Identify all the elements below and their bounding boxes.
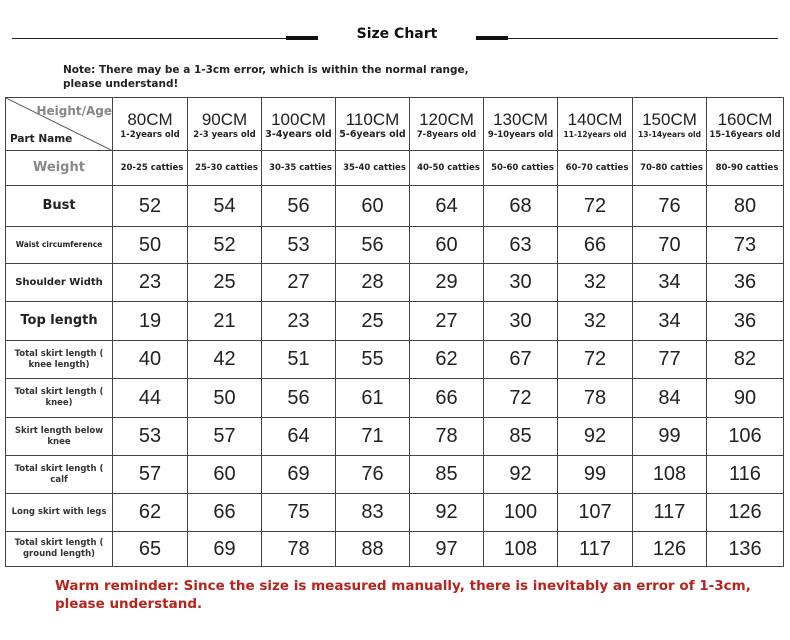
cell-value: 44 [113, 379, 188, 418]
age-label: 11-12years old [563, 129, 627, 139]
cell-value: 64 [262, 418, 336, 456]
cell-value: 85 [410, 456, 484, 494]
size-chart-table [5, 97, 784, 567]
cell-value: 56 [262, 186, 336, 227]
cell-value: 107 [558, 494, 633, 532]
title-rule-right [508, 38, 778, 39]
cell-value: 84 [633, 379, 707, 418]
cell-value: 126 [633, 532, 707, 567]
cell-value: 108 [484, 532, 558, 567]
cell-value: 21 [188, 302, 262, 341]
row-label: Shoulder Width [6, 264, 113, 302]
cell-value: 25 [336, 302, 410, 341]
row-label: Long skirt with legs [6, 494, 113, 532]
measure-row [6, 532, 784, 567]
cell-value: 66 [188, 494, 262, 532]
cell-value: 52 [188, 227, 262, 264]
cell-value: 70 [633, 227, 707, 264]
size-header [262, 98, 336, 151]
size-label: 160CM [717, 109, 773, 129]
cell-value: 53 [113, 418, 188, 456]
cell-value: 34 [633, 264, 707, 302]
cell-value: 34 [633, 302, 707, 341]
cell-value: 28 [336, 264, 410, 302]
row-label: Skirt length below knee [6, 418, 113, 456]
cell-value: 106 [707, 418, 784, 456]
corner-label-height-age: Height/Age [36, 104, 112, 118]
cell-value: 23 [262, 302, 336, 341]
size-label: 120CM [419, 109, 474, 129]
cell-value: 64 [410, 186, 484, 227]
size-header [633, 98, 707, 151]
corner-label-part-name: Part Name [10, 133, 73, 145]
size-header [188, 98, 262, 151]
cell-value: 83 [336, 494, 410, 532]
row-label: Total skirt length ( calf [6, 456, 113, 494]
row-label: Total skirt length ( knee length) [6, 341, 113, 379]
size-label: 90CM [201, 109, 248, 129]
age-label: 13-14years old [638, 129, 701, 139]
cell-value: 72 [558, 186, 633, 227]
cell-value: 108 [633, 456, 707, 494]
cell-value: 92 [484, 456, 558, 494]
cell-value: 27 [410, 302, 484, 341]
cell-value: 32 [558, 302, 633, 341]
size-header [113, 98, 188, 151]
page-title: Size Chart [356, 26, 438, 42]
cell-value: 29 [410, 264, 484, 302]
cell-value: 30 [484, 302, 558, 341]
cell-value: 72 [484, 379, 558, 418]
cell-value: 73 [707, 227, 784, 264]
age-label: 7-8years old [416, 129, 477, 140]
size-header [336, 98, 410, 151]
title-accent-left [286, 36, 318, 40]
cell-value: 32 [558, 264, 633, 302]
age-label: 5-6years old [339, 128, 406, 140]
cell-value: 56 [262, 379, 336, 418]
row-label-weight: Weight [6, 151, 113, 186]
note-text: Note: There may be a 1-3cm error, which is within the normal range, please understand! [63, 64, 469, 90]
weight-value: 25-30 catties [188, 151, 262, 186]
cell-value: 92 [410, 494, 484, 532]
measure-row [6, 494, 784, 532]
row-label: Waist circumference [6, 227, 113, 264]
cell-value: 85 [484, 418, 558, 456]
cell-value: 62 [113, 494, 188, 532]
cell-value: 78 [262, 532, 336, 567]
size-label: 110CM [345, 109, 400, 129]
cell-value: 116 [707, 456, 784, 494]
cell-value: 30 [484, 264, 558, 302]
cell-value: 65 [113, 532, 188, 567]
cell-value: 69 [188, 532, 262, 567]
cell-value: 50 [188, 379, 262, 418]
measure-row [6, 418, 784, 456]
cell-value: 57 [113, 456, 188, 494]
cell-value: 68 [484, 186, 558, 227]
title-rule-left [12, 38, 288, 39]
warm-reminder: Warm reminder: Since the size is measured manually, there is inevitably an error of 1-3cm, please understand. [55, 578, 751, 612]
row-label: Top length [6, 302, 113, 341]
weight-value: 60-70 catties [558, 151, 633, 186]
cell-value: 50 [113, 227, 188, 264]
weight-value: 70-80 catties [633, 151, 707, 186]
cell-value: 61 [336, 379, 410, 418]
measure-row [6, 379, 784, 418]
age-label: 1-2years old [120, 129, 180, 140]
cell-value: 97 [410, 532, 484, 567]
size-label: 130CM [493, 109, 548, 129]
age-label: 15-16years old [709, 129, 781, 140]
cell-value: 60 [410, 227, 484, 264]
measure-row [6, 227, 784, 264]
size-header [484, 98, 558, 151]
cell-value: 67 [484, 341, 558, 379]
cell-value: 75 [262, 494, 336, 532]
size-header [558, 98, 633, 151]
cell-value: 92 [558, 418, 633, 456]
size-header [707, 98, 784, 151]
cell-value: 77 [633, 341, 707, 379]
measure-row [6, 341, 784, 379]
measure-row [6, 264, 784, 302]
measure-row [6, 456, 784, 494]
cell-value: 62 [410, 341, 484, 379]
cell-value: 117 [558, 532, 633, 567]
cell-value: 71 [336, 418, 410, 456]
row-label: Total skirt length ( knee) [6, 379, 113, 418]
cell-value: 78 [558, 379, 633, 418]
measure-row [6, 302, 784, 341]
cell-value: 82 [707, 341, 784, 379]
cell-value: 40 [113, 341, 188, 379]
header-row [6, 98, 784, 151]
cell-value: 53 [262, 227, 336, 264]
cell-value: 57 [188, 418, 262, 456]
cell-value: 63 [484, 227, 558, 264]
cell-value: 60 [188, 456, 262, 494]
cell-value: 69 [262, 456, 336, 494]
cell-value: 100 [484, 494, 558, 532]
cell-value: 66 [410, 379, 484, 418]
corner-cell [6, 98, 113, 151]
cell-value: 117 [633, 494, 707, 532]
age-label: 9-10years old [487, 129, 554, 140]
cell-value: 27 [262, 264, 336, 302]
cell-value: 66 [558, 227, 633, 264]
cell-value: 99 [633, 418, 707, 456]
weight-value: 35-40 catties [336, 151, 410, 186]
row-label: Total skirt length ( ground length) [6, 532, 113, 567]
size-label: 140CM [567, 109, 623, 129]
weight-value: 80-90 catties [707, 151, 784, 186]
size-header [410, 98, 484, 151]
cell-value: 51 [262, 341, 336, 379]
cell-value: 36 [707, 264, 784, 302]
cell-value: 90 [707, 379, 784, 418]
cell-value: 55 [336, 341, 410, 379]
cell-value: 72 [558, 341, 633, 379]
weight-value: 50-60 catties [484, 151, 558, 186]
cell-value: 52 [113, 186, 188, 227]
weight-row [6, 151, 784, 186]
cell-value: 136 [707, 532, 784, 567]
cell-value: 126 [707, 494, 784, 532]
cell-value: 60 [336, 186, 410, 227]
cell-value: 19 [113, 302, 188, 341]
cell-value: 42 [188, 341, 262, 379]
size-label: 100CM [271, 109, 326, 129]
cell-value: 76 [336, 456, 410, 494]
title-accent-right [476, 36, 508, 40]
cell-value: 56 [336, 227, 410, 264]
cell-value: 99 [558, 456, 633, 494]
cell-value: 76 [633, 186, 707, 227]
cell-value: 88 [336, 532, 410, 567]
age-label: 2-3 years old [193, 129, 256, 140]
cell-value: 54 [188, 186, 262, 227]
size-label: 80CM [127, 109, 173, 129]
cell-value: 80 [707, 186, 784, 227]
age-label: 3-4years old [265, 128, 332, 140]
measure-row [6, 186, 784, 227]
cell-value: 25 [188, 264, 262, 302]
weight-value: 30-35 catties [262, 151, 336, 186]
cell-value: 78 [410, 418, 484, 456]
row-label: Bust [6, 186, 113, 227]
weight-value: 40-50 catties [410, 151, 484, 186]
cell-value: 23 [113, 264, 188, 302]
size-label: 150CM [642, 109, 697, 129]
cell-value: 36 [707, 302, 784, 341]
weight-value: 20-25 catties [113, 151, 188, 186]
